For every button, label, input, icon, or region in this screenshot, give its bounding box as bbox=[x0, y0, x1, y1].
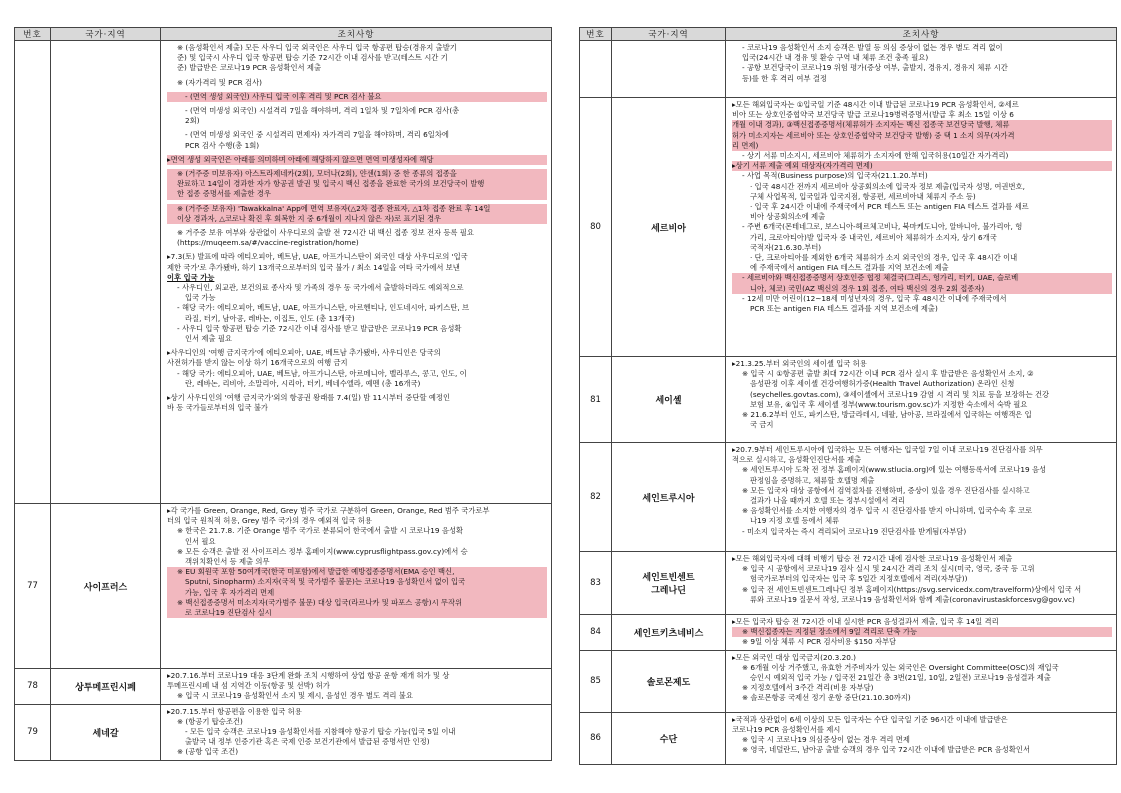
measure-line: 개월 이내 경과), ③백신접종증명서(체류허가 소지자는 백신 접종국 보건당국 발행, 체류 bbox=[732, 120, 1112, 130]
measure-line: 이후 입국 가능 bbox=[167, 272, 215, 282]
measure-line: ※ 입국 시 코로나19 의심증상이 없는 경우 격리 면제 bbox=[742, 735, 910, 745]
table-row bbox=[580, 443, 1117, 552]
measure-line: 로 코로나19 진단검사 실시 bbox=[167, 608, 547, 618]
measure-line: ※ 솔로몬항공 국제선 정기 운항 중단(21.10.30까지) bbox=[742, 693, 911, 703]
measure-line: - 해당 국가: 에티오피아, 베트남, UAE, 아프가니스탄, 아르헨티나, 인도네시아, 파키스탄, 브 bbox=[177, 303, 470, 313]
measure-line: - 사우디 입국 항공편 탑승 기준 72시간 이내 검사를 받고 발급받은 코로나19 PCR 음성확 bbox=[177, 323, 462, 333]
row-number: 77 bbox=[15, 504, 51, 669]
measures-cell bbox=[726, 615, 1117, 651]
row-number: 81 bbox=[580, 357, 612, 443]
measure-line: - (면역 미생성 외국인) 시설격리 7일을 해야하며, 격리 1일차 및 7일차에 PCR 검사(총 bbox=[185, 106, 460, 116]
measures-table-right bbox=[579, 27, 1117, 765]
measure-line: 제한 국가'로 추가됐바, 하기 13개국으로부터의 입국 불가 / 최소 14일을 여타 국가에서 보낸 bbox=[167, 262, 460, 272]
measure-line: ※ 입국 전 세인트빈센트그레나딘 정부 홈페이지(https://svg.servicedx.com/travelform)상에서 입국 서 bbox=[742, 584, 1082, 594]
row-number: 79 bbox=[15, 704, 51, 760]
measure-line: 험국가로부터의 입국자는 입국 후 5일간 지정호텔에서 격리(자부담)) bbox=[750, 574, 968, 584]
measure-line: ▸20.7.9부터 세인트루시아에 입국하는 모든 여행자는 입국일 7일 이내 코로나19 진단검사를 의무 bbox=[732, 445, 1043, 454]
measure-line: - 미소지 입국자는 즉시 격리되어 코로나19 진단검사를 받게됨(자부담) bbox=[742, 526, 967, 536]
measure-line: 허가 미소지자는 세르비아 또는 상호인증협약국 보건당국 발행) 중 택 1 소지 의무(자가격 bbox=[732, 131, 1112, 141]
measure-line: ※ 입국 시 코로나19 음성확인서 소지 및 제시, 음성인 경우 별도 격리 불요 bbox=[177, 691, 413, 701]
measure-line: 승인시 예외적 입국 가능 / 입국전 21일간 총 3번(21일, 10일, 2일전) 코로나19 음성결과 제출 bbox=[750, 673, 1051, 683]
table-header bbox=[580, 28, 1117, 41]
measures-cell bbox=[726, 443, 1117, 552]
measure-line: 결과가 나올 때까지 호텔 또는 정부시설에서 격리 bbox=[750, 496, 905, 506]
measure-line: - (면역 생성 외국인) 사우디 입국 이후 격리 및 PCR 검사 불요 bbox=[167, 92, 547, 102]
row-number bbox=[15, 41, 51, 504]
measure-line: - 상기 서류 미소지시, 세르비아 체류허가 소지자에 한해 입국허용(10일간 자가격리) bbox=[742, 151, 1009, 161]
table-header bbox=[15, 28, 552, 41]
measure-line: 입국(24시간 내 경유 및 환승 구역 내 체류 조건 충족 필요) bbox=[742, 53, 929, 63]
country-name: 세인트빈센트 그레나딘 bbox=[612, 552, 726, 615]
row-number: 82 bbox=[580, 443, 612, 552]
row-number: 84 bbox=[580, 615, 612, 651]
table-row bbox=[580, 41, 1117, 98]
row-number: 80 bbox=[580, 98, 612, 357]
measure-line: 란, 레바논, 리비아, 소말리아, 시리아, 터키, 베네수엘라, 예멘 (총 16개국) bbox=[185, 378, 421, 388]
measure-line: ※ 입국 시 공항에서 코로나19 검사 실시 및 24시간 격리 조치 실시(미국, 영국, 중국 등 고위 bbox=[742, 564, 1035, 574]
measure-line: 구체 사업목적, 입국일과 입국지점, 항공편, 세르비아내 체류지 주소 등) bbox=[750, 191, 976, 201]
measure-line: 비아 또는 상호인증협약국 보건당국 발급 코로나19병력증명서(발급 후 최소 15일 이상 6 bbox=[732, 110, 1014, 120]
table-row bbox=[15, 669, 552, 705]
measure-line: 이상 경과자, △코로나 확진 후 회복한 지 중 6개월이 지나지 않은 자)로 표기된 경우 bbox=[167, 214, 547, 224]
measures-cell bbox=[726, 357, 1117, 443]
measures-cell bbox=[161, 41, 552, 504]
table-row bbox=[15, 504, 552, 669]
measure-line: - 공항 보건당국이 코로나19 위험 평가(증상 여부, 출발지, 경유지, 경유지 체류 시간 bbox=[742, 63, 1008, 73]
measure-line: ※ 6개월 이상 거주했고, 유효한 거주비자가 있는 외국인은 Oversight Committee(OSC)의 재입국 bbox=[742, 662, 1059, 672]
measure-line: ▸7.3(토) 발표에 따라 에티오피아, 베트남, UAE, 아프가니스탄이 외국인 대상 사우디로의 '입국 bbox=[167, 252, 468, 262]
measure-line: 비아 상공회의소에 제출 bbox=[750, 212, 826, 222]
measures-cell bbox=[161, 704, 552, 760]
measure-line: - 사우디인, 외교관, 보건의료 종사자 및 가족의 경우 동 국가에서 출발하더라도 예외적으로 bbox=[177, 283, 464, 293]
measure-line: ※ 음성확인서를 소지한 여행자의 경우 입국 시 진단검사를 받지 아니하며, 입국수속 후 코로 bbox=[742, 506, 1033, 516]
measure-line: ▸21.3.25.부터 외국인의 세이셸 입국 허용 bbox=[732, 359, 867, 368]
measure-line: 나19 지정 호텔 등에서 체류 bbox=[750, 516, 840, 526]
measure-line: ※ (거주증 보유자) 'Tawakkalna' App에 면역 보유자(△2차 접종 완료자, △1차 접종 완료 후 14일 bbox=[167, 204, 547, 214]
measure-line: ※ 입국 시 ①항공편 출발 최대 72시간 이내 PCR 검사 실시 후 발급받은 음성확인서 소지, ② bbox=[742, 369, 1034, 379]
measures-cell bbox=[161, 669, 552, 705]
measure-line: ※ 모든 승객은 출발 전 사이프러스 정부 홈페이지(www.cyprusflightpass.gov.cy)에서 승 bbox=[177, 546, 468, 556]
measures-cell bbox=[726, 712, 1117, 764]
measure-line: 판정임을 증명하고, 체류할 호텔명 제출 bbox=[750, 475, 875, 485]
row-number: 83 bbox=[580, 552, 612, 615]
row-number: 86 bbox=[580, 712, 612, 764]
measure-line: ▸20.7.15.부터 항공편을 이용한 입국 허용 bbox=[167, 706, 302, 716]
measure-line: 리 면제) bbox=[732, 141, 1112, 151]
measure-line: 에 주재국에서 antigen FIA 테스트 결과를 지역 보건소에 제출 bbox=[750, 263, 949, 273]
table-row bbox=[580, 98, 1117, 357]
measure-line: - 모든 입국 승객은 코로나19 음성확인서를 지참해야 항공기 탑승 가능(입국 5일 이내 bbox=[185, 727, 456, 737]
measure-line: 인서 필요 bbox=[185, 536, 216, 546]
country-name: 상투메프린시페 bbox=[51, 669, 161, 705]
measure-line: (https://muqeem.sa/#/vaccine-registration/home) bbox=[177, 238, 359, 248]
measure-line: - 12세 미만 어린이(12~18세 미성년자의 경우, 입국 후 48시간 이내에 주재국에서 bbox=[742, 293, 1007, 303]
measure-line: 2회) bbox=[185, 116, 200, 126]
country-name: 솔로몬제도 bbox=[612, 650, 726, 712]
measure-line: - 주변 6개국(몬테네그로, 보스니아-헤르체고비나, 북마케도니아, 알바니아, 불가리아, 헝 bbox=[742, 222, 1023, 232]
country-name bbox=[612, 41, 726, 98]
country-name: 세르비아 bbox=[612, 98, 726, 357]
table-row bbox=[580, 650, 1117, 712]
measure-line: 투메프린시페 내 섬 지역간 이동(항공 및 선박) 허가 bbox=[167, 681, 330, 691]
measure-line: 보험 보유, ④입국 후 세이셸 정부(www.tourism.gov.sc)가 지정한 숙소에서 숙박 필요 bbox=[750, 399, 1028, 409]
left-page bbox=[14, 27, 552, 761]
measure-line: ▸모든 해외입국자에 대해 비행기 탑승 전 72시간 내에 검사한 코로나19 음성확인서 제출 bbox=[732, 554, 1013, 563]
measures-cell bbox=[726, 98, 1117, 357]
measure-line: ▸면역 생성 외국인은 아래를 의미하며 아래에 해당하지 않으면 면역 미생성자에 해당 bbox=[167, 155, 547, 165]
measure-line: (seychelles.govtas.com), ③세이셸에서 코로나19 감염 시 격리 및 치료 등을 보장하는 건강 bbox=[750, 389, 1050, 399]
measure-line: ※ 한국은 21.7.8. 기준 Orange 범주 국가로 분류되어 한국에서 출발 시 코로나19 음성확 bbox=[177, 526, 464, 536]
country-name bbox=[51, 41, 161, 504]
measure-line: ※ 9일 이상 체류 시 PCR 검사비용 $150 자부담 bbox=[742, 637, 897, 647]
measure-line: 코로나19 PCR 음성확인서를 제시 bbox=[732, 724, 841, 734]
header-country: 국가·지역 bbox=[51, 28, 161, 41]
measure-line: ▸사우디인의 '여행 금지국가'에 에티오피아, UAE, 베트남 추가됐바, 사우디인은 당국의 bbox=[167, 348, 441, 358]
measure-line: ※ 세인트루시아 도착 전 정부 홈페이지(www.stlucia.org)에 있는 여행등록서에 코로나19 음성 bbox=[742, 465, 1047, 475]
measure-line: - 코로나19 음성확인서 소지 승객은 발열 등 의심 증상이 없는 경우 별도 격리 없이 bbox=[742, 43, 1003, 52]
country-name: 세인트루시아 bbox=[612, 443, 726, 552]
header-measures: 조치사항 bbox=[161, 28, 552, 41]
country-name: 세이셸 bbox=[612, 357, 726, 443]
measure-line: ▸모든 해외입국자는 ①입국일 기준 48시간 이내 발급된 코로나19 PCR 음성확인서, ②세르 bbox=[732, 100, 1019, 109]
measure-line: 국 금지 bbox=[750, 420, 774, 430]
header-measures: 조치사항 bbox=[726, 28, 1117, 41]
measure-line: ※ 백신접종증명서 미소지자(국가범주 불문) 대상 입국(라르나카 및 파포스 공항)시 무작위 bbox=[167, 598, 547, 608]
measure-line: 등)를 한 후 격리 여부 결정 bbox=[742, 73, 827, 83]
measure-line: · 단, 크로아티아를 제외한 6개국 체류허가 소지 외국인의 경우, 입국 후 48시간 이내 bbox=[750, 253, 1018, 263]
measure-line: - 해당 국가: 에티오피아, UAE, 베트남, 아프가니스탄, 아르메니아, 벨라루스, 콩고, 인도, 이 bbox=[177, 368, 467, 378]
measure-line: · 입국 48시간 전까지 세르비아 상공회의소에 입국자 정보 제출(입국자 성명, 여권번호, bbox=[750, 181, 1025, 191]
measure-line: 한 접종 증명서를 제출한 경우 bbox=[167, 189, 547, 199]
measure-line: ▸모든 입국자 탑승 전 72시간 이내 실시한 PCR 음성결과서 제출, 입국 후 14일 격리 bbox=[732, 617, 999, 626]
row-number: 78 bbox=[15, 669, 51, 705]
measure-line: 준) 발급받은 코로나19 PCR 음성확인서 제출 bbox=[177, 63, 322, 73]
measure-line: 터의 입국 원칙적 허용, Grey 범주 국가의 경우 예외적 입국 허용 bbox=[167, 516, 372, 526]
measure-line: 가리, 크로아티아)발 입국자 중 내국인, 세르비아 체류허가 소지자, 상기 6개국 bbox=[750, 232, 997, 242]
measure-line: ▸모든 외국인 대상 입국금지(20.3.20.) bbox=[732, 652, 857, 662]
measure-line: 완료하고 14일이 경과한 자가 항공권 발권 및 입국시 백신 접종을 완료한 국가의 보건당국이 발행 bbox=[167, 179, 547, 189]
measure-line: ▸상기 사우디인의 '여행 금지국가'외의 항공권 왕래를 7.4(일) 밤 11시부터 중단할 예정인 bbox=[167, 393, 451, 403]
header-num: 번호 bbox=[580, 28, 612, 41]
measure-line: ※ 21.6.2부터 인도, 파키스탄, 방글라데시, 네팔, 남아공, 브라질에서 입국하는 여행객은 입 bbox=[742, 410, 1032, 420]
table-row bbox=[15, 704, 552, 760]
right-page bbox=[579, 27, 1117, 765]
table-row bbox=[15, 41, 552, 504]
measure-line: ▸각 국가를 Green, Orange, Red, Grey 범주 국가로 구분하여 Green, Orange, Red 범주 국가로부 bbox=[167, 506, 490, 515]
measure-line: - (면역 미생성 외국인 중 시설격리 면제자) 자가격리 7일을 해야하며, 격리 6일차에 bbox=[185, 130, 449, 140]
measures-cell bbox=[726, 552, 1117, 615]
measure-line: 출발국 내 정부 인증기관 혹은 국제 인증 보건기관에서 발급된 증명서만 인정) bbox=[185, 737, 430, 747]
measure-line: 입국 가능 bbox=[185, 293, 216, 303]
measure-line: 준) 및 입국시 사우디 입국 항공편 탑승 기준 72시간 이내 검사를 받고(테스트 시간 기 bbox=[177, 53, 448, 63]
measure-line: PCR 또는 antigen FIA 테스트 결과를 지역 보건소에 제출) bbox=[750, 304, 938, 314]
measure-line: ※ (공항 입국 조건) bbox=[177, 747, 239, 757]
header-country: 국가·지역 bbox=[612, 28, 726, 41]
measure-line: ※ 지정호텔에서 3주간 격리(비용 자부담) bbox=[742, 683, 874, 693]
measures-cell bbox=[161, 504, 552, 669]
table-row bbox=[580, 615, 1117, 651]
measure-line: ▸국적과 상관없이 6세 이상의 모든 입국자는 수단 입국일 기준 96시간 이내에 발급받은 bbox=[732, 714, 1008, 724]
measure-line: ▸상기 서류 제출 예외 대상자(자가격리 면제) bbox=[732, 161, 1112, 171]
measure-line: ▸20.7.16.부터 코로나19 대응 3단계 완화 조치 시행하여 상업 항공 운항 재개 허가 및 상 bbox=[167, 671, 450, 680]
row-number bbox=[580, 41, 612, 98]
measures-cell bbox=[726, 650, 1117, 712]
measure-line: ※ (음성확인서 제출) 모든 사우디 입국 외국인은 사우디 입국 항공편 탑승(경유지 출발기 bbox=[177, 43, 457, 52]
measure-line: 국적자(21.6.30.부터) bbox=[750, 242, 822, 252]
measure-line: ※ EU 회원국 포함 50여개국(한국 미포함)에서 발급한 예방접종증명서(EMA 승인 백신, bbox=[167, 567, 547, 577]
measure-line: ※ (거주증 미보유자) 아스트라제네카(2회), 모더나(2회), 얀센(1회) 중 한 종류의 접종을 bbox=[167, 169, 547, 179]
measure-line: 가능, 입국 후 자가격리 면제 bbox=[167, 588, 547, 598]
measure-line: · 입국 후 24시간 이내에 주재국에서 PCR 테스트 또는 antigen FIA 테스트 결과를 세르 bbox=[750, 202, 1029, 212]
measure-line: ※ 영국, 네덜란드, 남아공 출발 승객의 경우 입국 72시간 이내에 발급받은 PCR 음성확인서 bbox=[742, 745, 1030, 755]
measure-line: 바 동 국가들로부터의 입국 불가 bbox=[167, 403, 268, 413]
measures-table-left bbox=[14, 27, 552, 761]
measure-line: ※ (자가격리 및 PCR 검사) bbox=[177, 77, 262, 87]
row-number: 85 bbox=[580, 650, 612, 712]
table-row bbox=[580, 357, 1117, 443]
country-name: 사이프러스 bbox=[51, 504, 161, 669]
measures-cell bbox=[726, 41, 1117, 98]
measure-line: 사전허가를 받지 않는 이상 하기 16개국으로의 여행 금지 bbox=[167, 358, 348, 368]
measure-line: Sputni, Sinopharm) 소지자(국적 및 국가범주 불문)는 코로나19 음성확인서 없이 입국 bbox=[167, 577, 547, 587]
measure-line: - 사업 목적(Business purpose)의 입국자(21.1.20.부터) bbox=[742, 171, 928, 181]
measure-line: 음성판정 이후 세이셸 건강여행허가증(Health Travel Authorization) 온라인 신청 bbox=[750, 379, 1015, 389]
measure-line: PCR 검사 수행(총 1회) bbox=[185, 140, 260, 150]
measure-line: 적으로 실시하고, 음성확인진단서를 제출 bbox=[732, 455, 862, 465]
table-row bbox=[580, 712, 1117, 764]
country-name: 수단 bbox=[612, 712, 726, 764]
measure-line: 류와 코로나19 질문서 작성, 코로나19 음성확인서와 함께 제출(coronavirustaskforcesvg@gov.vc) bbox=[750, 594, 1075, 604]
measure-line: ※ (항공기 탑승조건) bbox=[177, 716, 243, 726]
measure-line: 라질, 터키, 남아공, 레바논, 이집트, 인도 (총 13개국) bbox=[185, 313, 355, 323]
measure-line: ※ 모든 입국자 대상 공항에서 검역절차를 진행하며, 증상이 있을 경우 진단검사를 실시하고 bbox=[742, 485, 1030, 495]
measure-line: ※ 백신접종자는 지정된 장소에서 9일 격리로 단축 가능 bbox=[732, 627, 1112, 637]
measure-line: 인서 제출 필요 bbox=[185, 334, 232, 344]
measure-line: - 세르비아와 백신접종증명서 상호인증 협정 체결국(그리스, 헝가리, 터키, UAE, 슬로베 bbox=[732, 273, 1112, 283]
country-name: 세인트키츠네비스 bbox=[612, 615, 726, 651]
table-row bbox=[580, 552, 1117, 615]
measure-line: ※ 거주증 보유 여부와 상관없이 사우디로의 출발 전 72시간 내 백신 접종 정보 전자 등록 필요 bbox=[177, 228, 474, 238]
country-name: 세네갈 bbox=[51, 704, 161, 760]
header-num: 번호 bbox=[15, 28, 51, 41]
measure-line: 니아, 체코) 국민(AZ 백신의 경우 1회 접종, 여타 백신의 경우 2회 접종자) bbox=[732, 284, 1112, 294]
measure-line: 객위치확인서 등 제출 의무 bbox=[185, 557, 270, 567]
